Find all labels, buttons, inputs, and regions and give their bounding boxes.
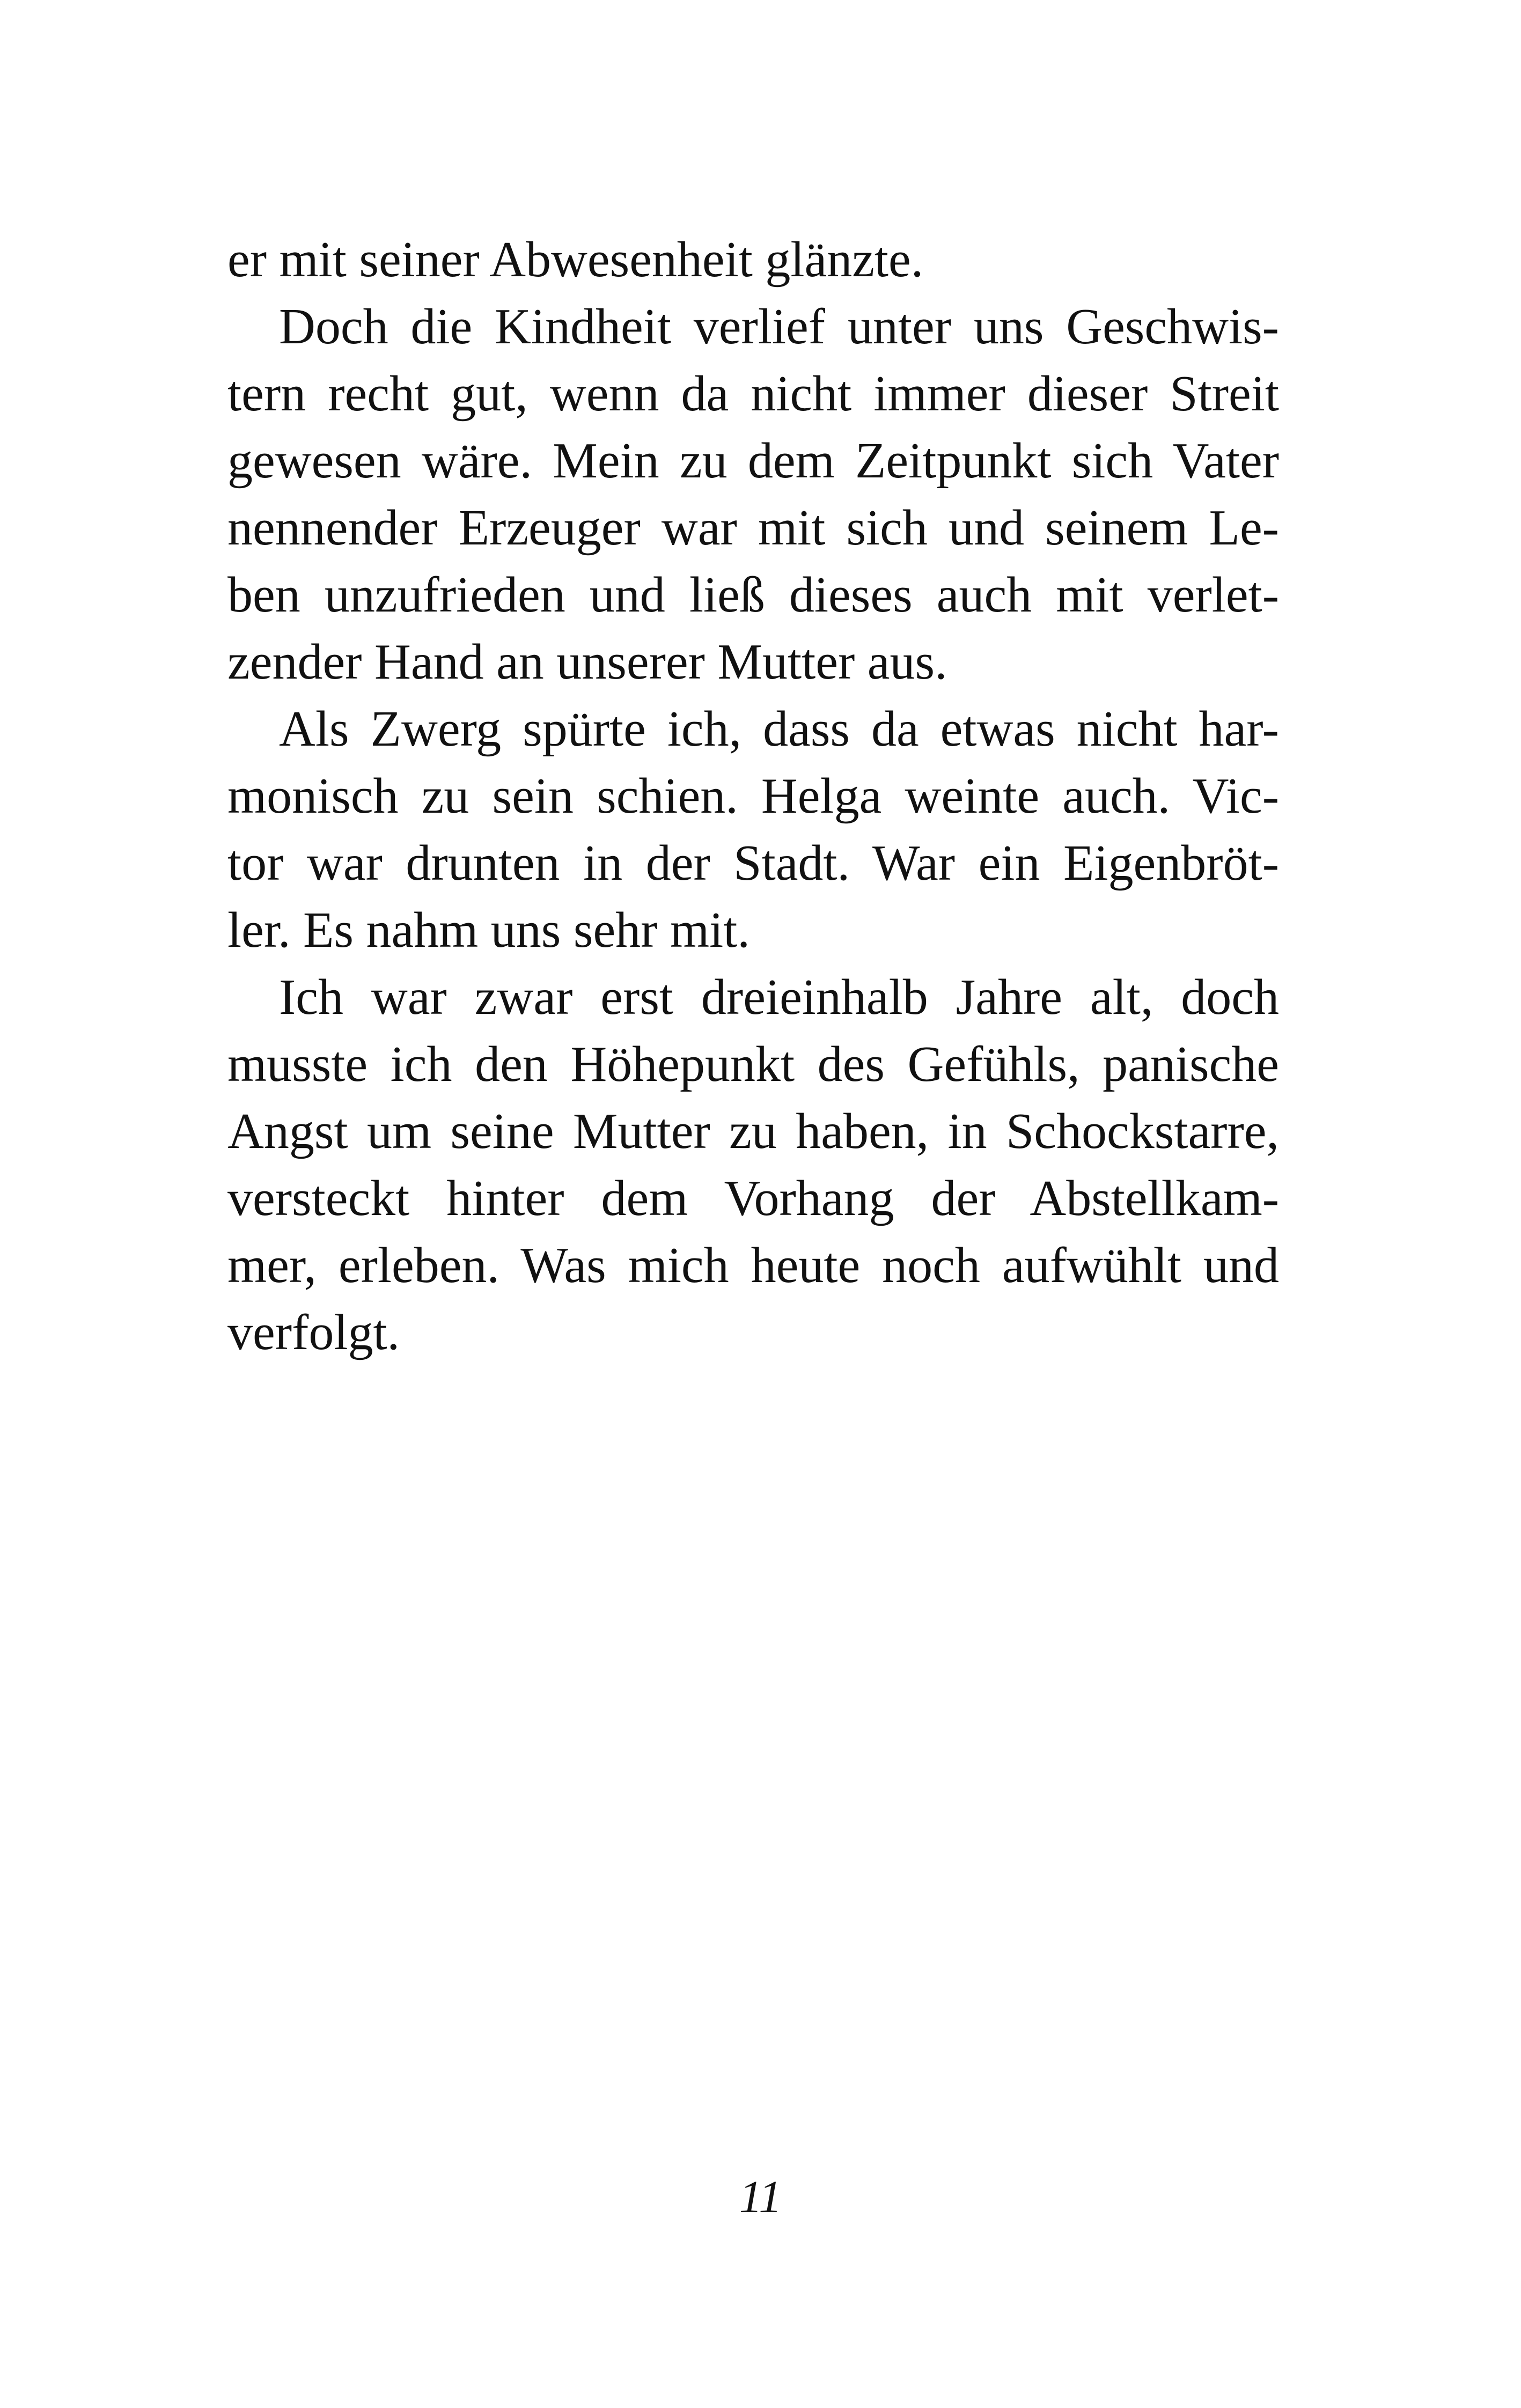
- text-line: zender Hand an unserer Mutter aus.: [227, 634, 947, 690]
- text-line: tor war drunten in der Stadt. War ein Eigenbröt-: [227, 835, 1279, 891]
- body-text: [227, 226, 1279, 1366]
- text-line: Angst um seine Mutter zu haben, in Schockstarre,: [227, 1103, 1279, 1159]
- text-line: nennender Erzeuger war mit sich und seinem Le-: [227, 500, 1279, 556]
- text-line: monisch zu sein schien. Helga weinte auch. Vic-: [227, 768, 1279, 824]
- text-line: musste ich den Höhepunkt des Gefühls, panische: [227, 1036, 1279, 1092]
- text-line: gewesen wäre. Mein zu dem Zeitpunkt sich Vater: [227, 433, 1279, 489]
- text-line: ler. Es nahm uns sehr mit.: [227, 902, 750, 958]
- text-line: er mit seiner Abwesenheit glänzte.: [227, 232, 924, 288]
- page-number: 11: [739, 2171, 782, 2222]
- text-line: mer, erleben. Was mich heute noch aufwühlt und: [227, 1238, 1279, 1293]
- text-line: ben unzufrieden und ließ dieses auch mit verlet-: [227, 567, 1279, 623]
- text-line: Ich war zwar erst dreieinhalb Jahre alt, doch: [279, 969, 1279, 1025]
- text-line: verfolgt.: [227, 1305, 400, 1360]
- text-line: tern recht gut, wenn da nicht immer dieser Streit: [227, 366, 1279, 422]
- text-line: versteckt hinter dem Vorhang der Abstellkam-: [227, 1170, 1279, 1226]
- text-line: Doch die Kindheit verlief unter uns Geschwis-: [279, 299, 1279, 355]
- text-line: Als Zwerg spürte ich, dass da etwas nicht har-: [279, 701, 1279, 757]
